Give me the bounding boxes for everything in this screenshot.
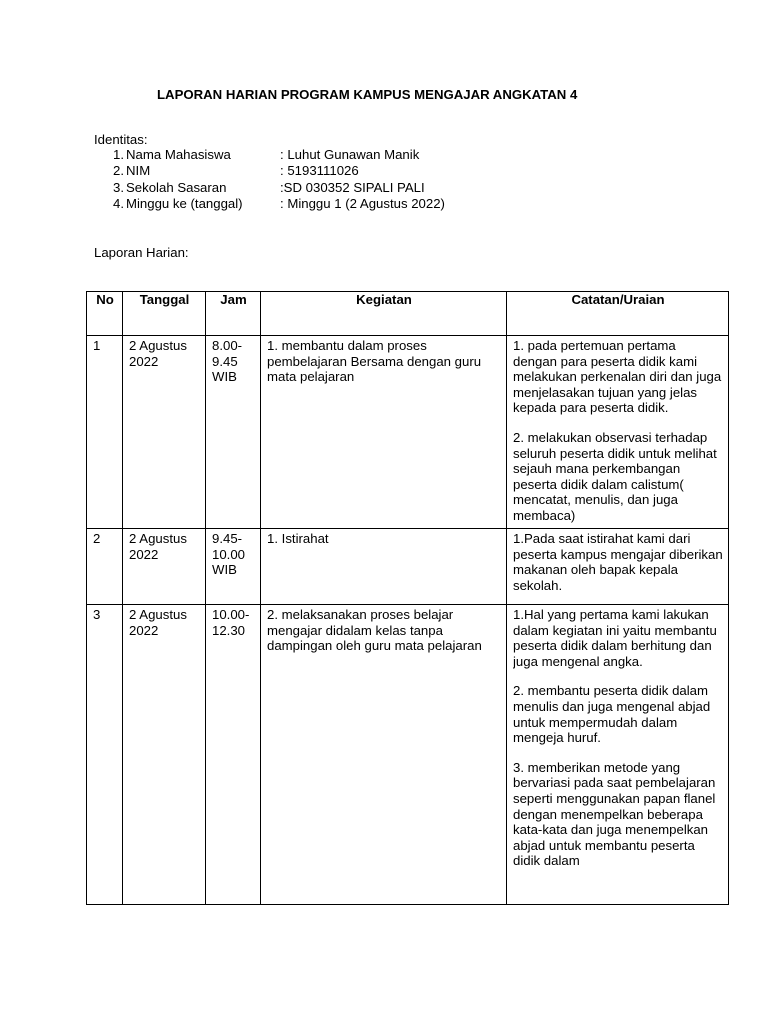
identitas-item (94, 163, 445, 179)
item-value: : 5193111026 (280, 163, 359, 179)
item-value: : Luhut Gunawan Manik (280, 147, 420, 162)
cell-catatan (507, 605, 729, 905)
catatan-paragraph: 2. melakukan observasi terhadap seluruh peserta didik untuk melihat sejauh mana perkembangan peserta didik dalam calistum( mencatat, menulis, dan juga membaca) (513, 429, 717, 523)
cell-kegiatan: 2. melaksanakan proses belajar mengajar didalam kelas tanpa dampingan oleh guru mata pelajaran (261, 605, 507, 905)
identitas-list (94, 147, 445, 212)
cell-kegiatan: 1. Istirahat (261, 529, 507, 605)
header-kegiatan: Kegiatan (261, 292, 507, 336)
item-label: Minggu ke (tanggal) (126, 195, 243, 211)
identitas-item (94, 196, 445, 212)
page-title: LAPORAN HARIAN PROGRAM KAMPUS MENGAJAR ANGKATAN 4 (157, 87, 578, 102)
catatan-paragraph: 3. memberikan metode yang bervariasi pada saat pembelajaran seperti menggunakan papan flanel dengan menempelkan beberapa kata-kata dan juga menempelkan abjad untuk membantu peserta didik dalam (513, 759, 716, 869)
header-jam: Jam (206, 292, 261, 336)
cell-tanggal: 2 Agustus 2022 (123, 605, 206, 905)
identitas-heading: Identitas: (94, 132, 148, 147)
cell-jam: 9.45-10.00 WIB (206, 529, 261, 605)
header-no: No (87, 292, 123, 336)
cell-jam: 8.00-9.45 WIB (206, 336, 261, 529)
table-row (87, 605, 729, 905)
cell-no: 1 (87, 336, 123, 529)
cell-tanggal: 2 Agustus 2022 (123, 336, 206, 529)
catatan-paragraph: 2. membantu peserta didik dalam menulis dan juga mengenal abjad untuk mempermudah dalam mengeja huruf. (513, 683, 711, 746)
cell-tanggal: 2 Agustus 2022 (123, 529, 206, 605)
item-label: Sekolah Sasaran (126, 179, 227, 195)
identitas-item (94, 180, 445, 196)
catatan-paragraph: 1. pada pertemuan pertama dengan para peserta didik kami melakukan perkenalan diri dan juga menjelasakan tujuan yang jelas kepada para peserta didik. (513, 338, 722, 416)
report-table (86, 291, 729, 905)
header-tanggal: Tanggal (123, 292, 206, 336)
item-number: 3. (113, 179, 124, 195)
table-row (87, 529, 729, 605)
table-row (87, 336, 729, 529)
cell-no: 3 (87, 605, 123, 905)
cell-no: 2 (87, 529, 123, 605)
catatan-paragraph: 1.Hal yang pertama kami lakukan dalam kegiatan ini yaitu membantu peserta didik dalam berhitung dan juga mengenal angka. (513, 607, 717, 669)
cell-kegiatan: 1. membantu dalam proses pembelajaran Bersama dengan guru mata pelajaran (261, 336, 507, 529)
catatan-content (513, 607, 723, 904)
item-number: 2. (113, 163, 124, 179)
header-catatan: Catatan/Uraian (507, 292, 729, 336)
item-number: 4. (113, 195, 124, 211)
cell-jam: 10.00-12.30 (206, 605, 261, 905)
table-header-row (87, 292, 729, 336)
item-number: 1. (113, 147, 124, 162)
cell-catatan (507, 336, 729, 529)
item-label: NIM (126, 163, 151, 179)
item-label: Nama Mahasiswa (126, 147, 231, 162)
catatan-paragraph: 1.Pada saat istirahat kami dari peserta kampus mengajar diberikan makanan oleh bapak kepala sekolah. (513, 531, 723, 593)
laporan-harian-label: Laporan Harian: (94, 245, 189, 260)
item-value: :SD 030352 SIPALI PALI (280, 179, 425, 195)
item-value: : Minggu 1 (2 Agustus 2022) (280, 195, 445, 211)
identitas-item (94, 147, 445, 163)
cell-catatan (507, 529, 729, 605)
